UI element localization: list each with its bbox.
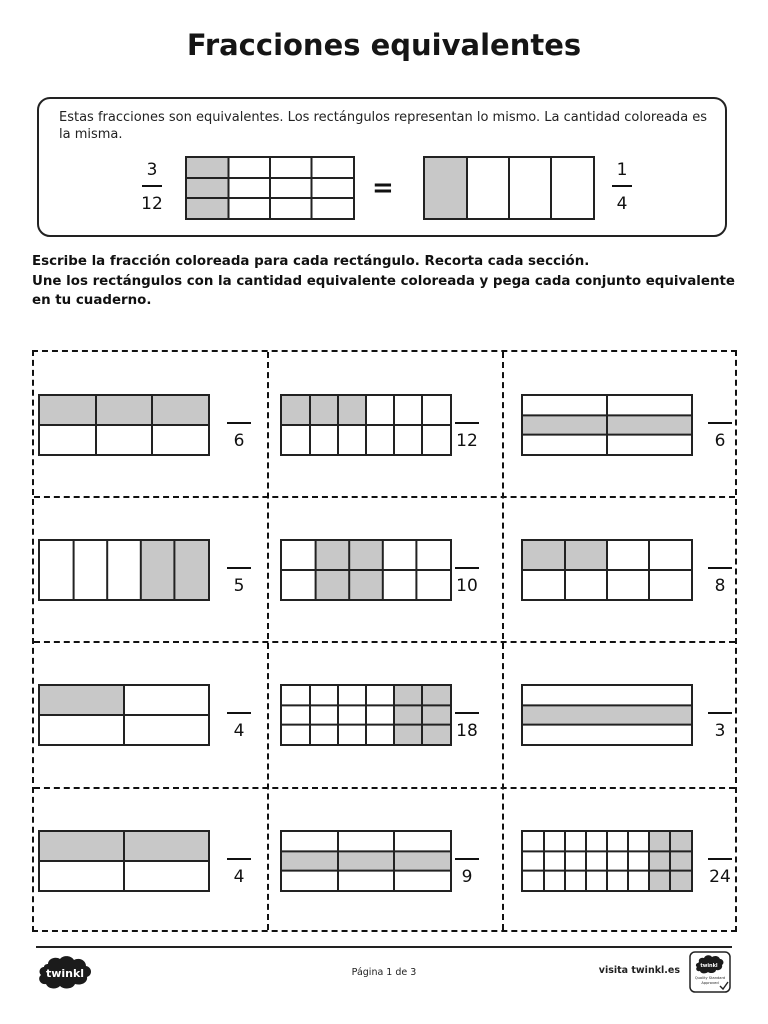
answer-blank-line[interactable] xyxy=(455,712,479,714)
shaded-part xyxy=(282,396,310,425)
shaded-part xyxy=(649,832,670,851)
fraction-rectangle xyxy=(280,394,452,456)
example-box xyxy=(37,97,727,237)
answer-fraction xyxy=(707,858,733,888)
answer-denominator: 9 xyxy=(461,867,473,887)
shaded-part xyxy=(394,686,422,705)
fraction-card xyxy=(504,788,737,932)
example-left-numerator: 3 xyxy=(146,160,158,180)
fraction-card xyxy=(34,352,267,496)
fraction-card xyxy=(34,788,267,932)
fraction-grid xyxy=(187,158,353,218)
answer-blank-line[interactable] xyxy=(227,422,251,424)
fraction-rectangle xyxy=(38,394,210,456)
fraction-grid xyxy=(523,686,691,744)
answer-blank-line[interactable] xyxy=(708,567,732,569)
shaded-part xyxy=(187,198,229,218)
fraction-grid xyxy=(40,686,208,744)
shaded-part xyxy=(282,851,338,870)
quality-badge-icon xyxy=(689,951,731,993)
shaded-part xyxy=(670,851,691,870)
answer-denominator: 6 xyxy=(233,431,245,451)
answer-blank-line[interactable] xyxy=(455,858,479,860)
cut-out-grid xyxy=(32,350,737,932)
fraction-grid xyxy=(523,541,691,599)
shaded-part xyxy=(565,541,607,570)
shaded-part xyxy=(338,396,366,425)
answer-fraction xyxy=(226,567,252,597)
fraction-rectangle xyxy=(38,539,210,601)
instruction-line-1: Escribe la fracción coloreada para cada rectángulo. Recorta cada sección. xyxy=(32,254,590,269)
shaded-part xyxy=(523,415,607,434)
fraction-grid xyxy=(523,832,691,890)
answer-blank-line[interactable] xyxy=(227,858,251,860)
shaded-part xyxy=(40,686,124,715)
equals-sign: = xyxy=(372,173,394,203)
fraction-rectangle xyxy=(521,539,693,601)
answer-denominator: 12 xyxy=(456,431,478,451)
logo-text: twinkl xyxy=(45,967,85,980)
answer-blank-line[interactable] xyxy=(455,567,479,569)
shaded-part xyxy=(394,851,450,870)
answer-denominator: 24 xyxy=(709,867,731,887)
answer-denominator: 4 xyxy=(233,867,245,887)
shaded-part xyxy=(40,396,96,425)
fraction-rectangle xyxy=(38,830,210,892)
fraction-card xyxy=(504,352,737,496)
page-number: Página 1 de 3 xyxy=(351,967,417,978)
answer-fraction xyxy=(707,567,733,597)
instruction-line-2: Une los rectángulos con la cantidad equivalente coloreada y pega cada conjunto equivalente en tu cuaderno. xyxy=(32,273,735,308)
shaded-part xyxy=(607,415,691,434)
answer-blank-line[interactable] xyxy=(708,712,732,714)
answer-fraction xyxy=(454,858,480,888)
fraction-bar xyxy=(142,185,162,187)
fraction-card xyxy=(504,497,737,641)
answer-blank-line[interactable] xyxy=(227,712,251,714)
answer-denominator: 3 xyxy=(714,721,726,741)
example-right-numerator: 1 xyxy=(616,160,628,180)
answer-denominator: 10 xyxy=(456,576,478,596)
answer-denominator: 8 xyxy=(714,576,726,596)
fraction-bar xyxy=(612,185,632,187)
shaded-part xyxy=(152,396,208,425)
shaded-part xyxy=(310,396,338,425)
instructions xyxy=(32,252,742,311)
shaded-part xyxy=(422,725,450,744)
answer-blank-line[interactable] xyxy=(227,567,251,569)
fraction-card xyxy=(34,497,267,641)
answer-fraction xyxy=(226,422,252,452)
visit-link[interactable]: visita twinkl.es xyxy=(598,965,680,976)
answer-fraction xyxy=(454,567,480,597)
shaded-part xyxy=(394,725,422,744)
shaded-part xyxy=(124,832,208,861)
example-right-denominator: 4 xyxy=(616,194,628,214)
shaded-part xyxy=(40,832,124,861)
answer-blank-line[interactable] xyxy=(455,422,479,424)
shaded-part xyxy=(349,570,383,599)
fraction-grid xyxy=(40,396,208,454)
fraction-grid xyxy=(282,541,450,599)
shaded-part xyxy=(649,851,670,870)
shaded-part xyxy=(316,570,350,599)
svg-text:Quality Standard: Quality Standard xyxy=(694,976,726,980)
shaded-part xyxy=(670,832,691,851)
example-fraction-left xyxy=(137,159,167,215)
answer-fraction xyxy=(226,712,252,742)
svg-text:twinkl: twinkl xyxy=(700,963,718,969)
fraction-card xyxy=(504,642,737,786)
fraction-rectangle xyxy=(521,394,693,456)
fraction-rectangle xyxy=(38,684,210,746)
fraction-grid xyxy=(282,396,450,454)
answer-fraction xyxy=(226,858,252,888)
fraction-rectangle xyxy=(280,539,452,601)
fraction-rectangle xyxy=(521,830,693,892)
fraction-grid xyxy=(282,832,450,890)
footer-divider xyxy=(36,946,732,948)
example-text: Estas fracciones son equivalentes. Los rectángulos representan lo mismo. La cantidad coloreada es la misma. xyxy=(59,110,708,142)
shaded-part xyxy=(425,158,467,218)
shaded-part xyxy=(174,541,208,599)
shaded-part xyxy=(187,158,229,178)
fraction-grid xyxy=(523,396,691,454)
shaded-part xyxy=(316,541,350,570)
svg-text:Approved: Approved xyxy=(701,981,719,985)
fraction-grid xyxy=(40,832,208,890)
page-title: Fracciones equivalentes xyxy=(186,28,582,62)
shaded-part xyxy=(422,686,450,705)
answer-denominator: 6 xyxy=(714,431,726,451)
answer-denominator: 18 xyxy=(456,721,478,741)
shaded-part xyxy=(96,396,152,425)
shaded-part xyxy=(422,705,450,724)
shaded-part xyxy=(394,705,422,724)
fraction-grid xyxy=(40,541,208,599)
example-fraction-right xyxy=(607,159,637,215)
fraction-rectangle xyxy=(280,684,452,746)
shaded-part xyxy=(670,871,691,890)
fraction-grid xyxy=(282,686,450,744)
fraction-rectangle xyxy=(521,684,693,746)
example-rect-right xyxy=(423,156,595,220)
fraction-card xyxy=(269,642,502,786)
shaded-part xyxy=(523,705,691,724)
answer-fraction xyxy=(454,422,480,452)
example-rect-left xyxy=(185,156,355,220)
answer-blank-line[interactable] xyxy=(708,858,732,860)
shaded-part xyxy=(649,871,670,890)
fraction-card xyxy=(269,788,502,932)
shaded-part xyxy=(523,541,565,570)
shaded-part xyxy=(338,851,394,870)
answer-denominator: 4 xyxy=(233,721,245,741)
answer-fraction xyxy=(707,712,733,742)
shaded-part xyxy=(187,178,229,198)
shaded-part xyxy=(141,541,175,599)
answer-denominator: 5 xyxy=(233,576,245,596)
fraction-card xyxy=(34,642,267,786)
answer-blank-line[interactable] xyxy=(708,422,732,424)
answer-fraction xyxy=(454,712,480,742)
fraction-card xyxy=(269,497,502,641)
fraction-card xyxy=(269,352,502,496)
example-left-denominator: 12 xyxy=(141,194,163,214)
answer-fraction xyxy=(707,422,733,452)
shaded-part xyxy=(349,541,383,570)
fraction-rectangle xyxy=(280,830,452,892)
fraction-grid xyxy=(425,158,593,218)
